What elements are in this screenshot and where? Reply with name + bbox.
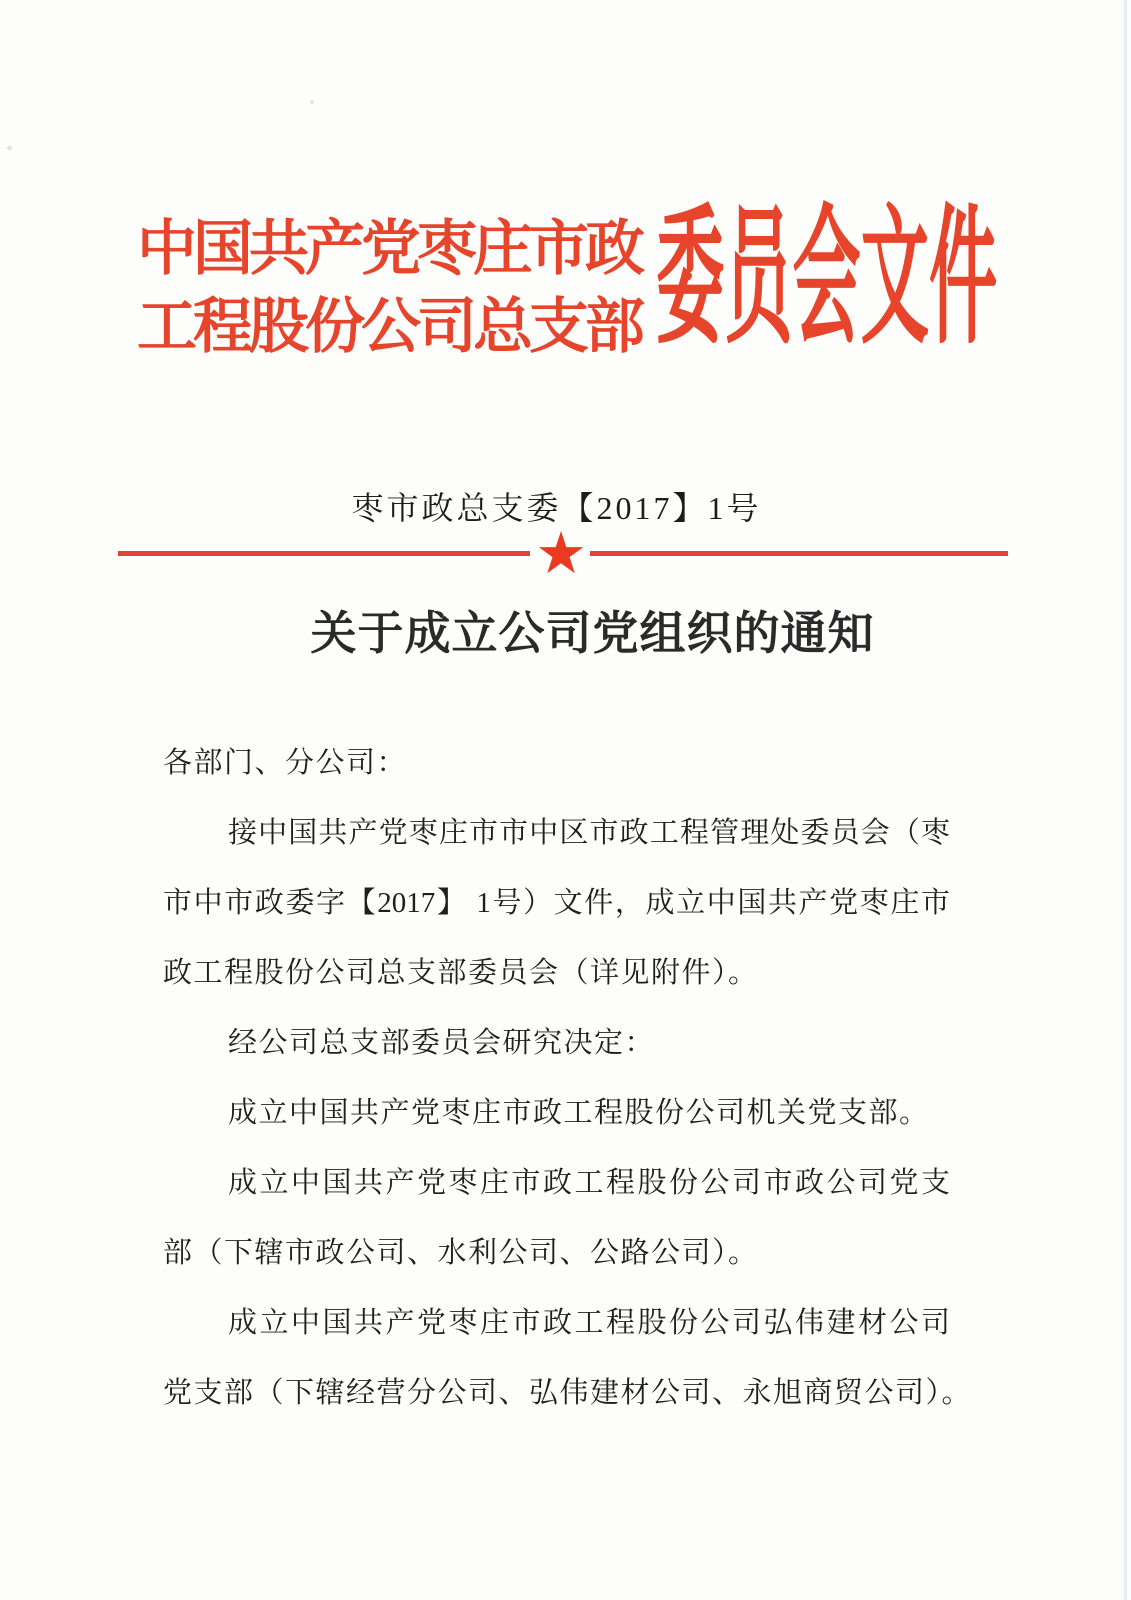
body-line: 部（下辖市政公司、水利公司、公路公司）。 <box>163 1237 759 1269</box>
scan-edge-artifact <box>1124 0 1127 1600</box>
letterhead-org-line1: 中国共产党枣庄市政 <box>137 216 641 282</box>
document-body <box>163 728 973 1428</box>
red-divider-line-left <box>118 551 530 556</box>
scan-speck <box>7 146 12 150</box>
document-title: 关于成立公司党组织的通知 <box>310 608 875 659</box>
letterhead-org-name <box>137 210 641 366</box>
body-line: 政工程股份公司总支部委员会（详见附件）。 <box>163 957 759 989</box>
body-line: 经公司总支部委员会研究决定： <box>228 1027 656 1059</box>
body-line: 党支部（下辖经营分公司、弘伟建材公司、永旭商贸公司）。 <box>163 1377 973 1409</box>
body-line: 各部门、分公司： <box>163 747 408 779</box>
body-line: 成立中国共产党枣庄市政工程股份公司弘伟建材公司 <box>228 1307 950 1339</box>
letterhead-doc-type: 委员会文件 <box>656 196 998 362</box>
red-divider-line-right <box>590 551 1008 556</box>
body-line: 成立中国共产党枣庄市政工程股份公司机关党支部。 <box>228 1097 930 1129</box>
document-number: 枣市政总支委【2017】1号 <box>351 490 762 526</box>
body-line: 成立中国共产党枣庄市政工程股份公司市政公司党支 <box>228 1167 950 1199</box>
body-line: 接中国共产党枣庄市市中区市政工程管理处委员会（枣 <box>228 817 950 849</box>
star-icon: ★ <box>535 519 587 587</box>
letterhead-org-line2: 工程股份公司总支部 <box>137 294 641 360</box>
scan-speck <box>310 100 314 104</box>
body-line: 市中市政委字【2017】 1号）文件，成立中国共产党枣庄市 <box>163 887 950 919</box>
